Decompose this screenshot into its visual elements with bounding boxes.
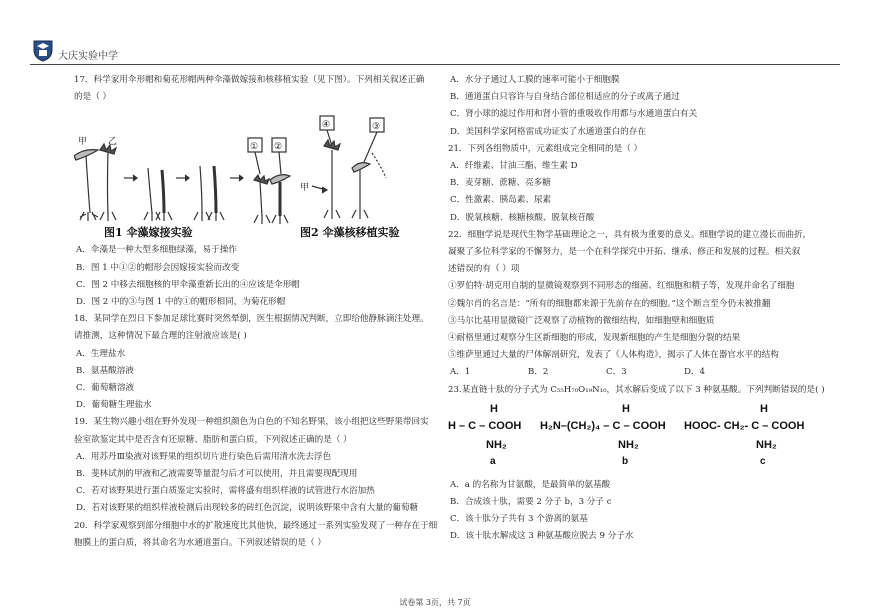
q22-statement: ⑤维萨里通过大量的尸体解剖研究，发表了《人体构造》，揭示了人体在器官水平的结构 [448, 350, 779, 361]
struct-a-nh2: NH₂ [486, 438, 507, 451]
label-jia-1: 甲 [78, 137, 88, 148]
label-n4: ④ [322, 120, 331, 131]
q23-option-b: B．合成该十肽，需要 2 分子 b，3 分子 c [450, 497, 612, 508]
struct-c-nh2: NH₂ [756, 438, 777, 451]
caption-fig1: 图1 伞藻嫁接实验 [104, 226, 193, 239]
struct-b-h: H [622, 402, 630, 415]
q22-option-d: D．4 [684, 367, 705, 378]
q21-option-b: B．麦芽糖、蔗糖、亮多糖 [450, 178, 551, 189]
q18-option-c: C．葡萄糖溶液 [76, 383, 135, 394]
struct-a-h: H [490, 402, 498, 415]
label-yi-1: 乙 [108, 137, 118, 148]
struct-b-formula: H₂N–(CH₂)₄ – C – COOH [540, 419, 666, 432]
label-jia-2: 甲 [300, 183, 310, 194]
right-column [448, 72, 823, 546]
q19-option-c: C．若对该野果进行蛋白质鉴定实验时，需将盛有组织样液的试管进行水浴加热 [76, 486, 375, 497]
q22-stem-line: 凝聚了多位科学家的不懈努力，是一个在科学探究中开拓、继承、修正和发展的过程。相关叙 [448, 247, 801, 258]
school-logo-icon [32, 38, 54, 62]
q22-statement: ②魏尔肖的名言是：“所有的细胞都来源于先前存在的细胞。”这个断言至今仍未被推翻 [448, 298, 771, 309]
q21-option-d: D．脱氧核糖、核糖核酸、脱氧核苷酸 [450, 212, 595, 223]
q20-option-d: D．美国科学家阿格雷成功证实了水通道蛋白的存在 [450, 126, 646, 137]
q23-option-c: C．该十肽分子共有 3 个游离的氨基 [450, 514, 588, 525]
q22-statement: ①罗伯特·胡克用自制的显微镜观察到不同形态的细菌、红细胞和精子等，发现并命名了细胞 [448, 281, 795, 292]
q22-stem-line: 22．细胞学说是现代生物学基础理论之一，具有极为重要的意义。细胞学说的建立漫长而曲折， [448, 229, 812, 240]
q17-option-d: D．图 2 中的③与图 1 中的①的帽形相同，为菊花形帽 [76, 297, 286, 308]
umbrella-algae-figure [74, 108, 444, 238]
q17-stem-line: 的是（ ） [74, 92, 112, 103]
figure-drawing [74, 108, 444, 238]
q22-option-b: B．2 [528, 367, 549, 378]
q18-option-b: B．氨基酸溶液 [76, 365, 134, 376]
q18-stem-line: 请推测，这种情况下最合理的注射液应该是( ) [74, 331, 247, 342]
page-footer: 试卷第 3页，共 7页 [399, 598, 471, 607]
q17-option-a: A．伞藻是一种大型多细胞绿藻，易于操作 [76, 245, 237, 256]
label-n2: ② [274, 142, 283, 153]
q23-option-a: A．a 的名称为甘氨酸，是最简单的氨基酸 [450, 479, 611, 490]
q23-option-d: D．该十肽水解成这 3 种氨基酸应脱去 9 分子水 [450, 531, 634, 542]
q23-stem: 23.某直链十肽的分子式为 C₅₅H₇₀O₁₉N₁₀，其水解后变成了以下 3 种氨基酸。下列判断错误的是( ) [448, 384, 825, 395]
q17-option-c: C．图 2 中移去细胞核的甲伞藻重新长出的④应该是伞形帽 [76, 279, 300, 290]
label-n3: ③ [372, 122, 381, 133]
q21-option-c: C．性激素、胰岛素、尿素 [450, 195, 552, 206]
struct-a-formula: H – C – COOH [448, 419, 522, 432]
q21-option-a: A．纤维素、甘油三酯、维生素 D [450, 161, 578, 172]
amino-acid-structures [448, 401, 823, 475]
school-name: 大庆实验中学 [58, 51, 118, 62]
struct-c-formula: HOOC- CH₂- C – COOH [684, 419, 805, 432]
q19-stem-line: 19．某生物兴趣小组在野外发现一种组织颜色为白色的不知名野果，该小组把这些野果带回实 [74, 417, 429, 428]
q17-option-b: B．图 1 中①②的帽形会因嫁接实验而改变 [76, 262, 240, 273]
q19-option-a: A．用苏丹Ⅲ染液对该野果的组织切片进行染色后需用清水洗去浮色 [76, 451, 332, 462]
q22-option-a: A．1 [450, 367, 471, 378]
q17-stem-line: 17．科学家用伞形帽和菊花形帽两种伞藻做嫁接和核移植实验（见下图）。下列相关叙述正确 [74, 75, 425, 85]
q22-stem-line: 述错误的有（ ）项 [448, 264, 520, 275]
q19-option-b: B．斐林试剂的甲液和乙液需要等量混匀后才可以使用，并且需要现配现用 [76, 469, 358, 480]
struct-b-nh2: NH₂ [618, 438, 639, 451]
label-n1: ① [250, 142, 259, 153]
q18-stem-line: 18．某同学在烈日下参加足球比赛时突然晕倒，医生根据情况判断，立即给他静脉滴注处理。 [74, 314, 429, 325]
caption-fig2: 图2 伞藻核移植实验 [300, 226, 400, 239]
q22-options [448, 364, 823, 381]
struct-a-label: a [490, 455, 496, 467]
q22-statement: ④耐格里通过观察分生区新细胞的形成，发现新细胞的产生是细胞分裂的结果 [448, 333, 741, 344]
q21-stem: 21．下列各组物质中，元素组成完全相同的是（ ） [448, 143, 643, 154]
q19-stem-line: 验室欲鉴定其中是否含有还原糖、脂肪和蛋白质，下列叙述正确的是（ ） [74, 434, 352, 445]
left-column [74, 72, 444, 552]
q20-option-a: A．水分子通过人工膜的速率可能小于细胞膜 [450, 75, 620, 85]
q22-option-c: C．3 [606, 367, 627, 378]
page-header [30, 38, 840, 65]
struct-c-h: H [760, 402, 768, 415]
q20-stem-line: 胞膜上的蛋白质，将其命名为水通道蛋白。下列叙述错误的是（ ） [74, 537, 326, 548]
struct-b-label: b [622, 455, 629, 467]
q20-option-c: C．肾小球的滤过作用和肾小管的重吸收作用都与水通道蛋白有关 [450, 109, 698, 120]
struct-c-label: c [760, 455, 766, 467]
q20-option-b: B．通道蛋白只容许与自身结合部位相适应的分子或离子通过 [450, 92, 680, 103]
q19-option-d: D．若对该野果的组织样液检测后出现较多的砖红色沉淀，说明该野果中含有大量的葡萄糖 [76, 503, 419, 514]
q20-stem-line: 20．科学家观察到部分细胞中水的扩散速度比其他快，最终通过一系列实验发现了一种存在于细 [74, 520, 438, 531]
q22-statement: ③马尔比基用显微镜广泛观察了动植物的微细结构，如细胞壁和细胞质 [448, 315, 715, 326]
q18-option-a: A．生理盐水 [76, 348, 126, 359]
q18-option-d: D．葡萄糖生理盐水 [76, 400, 152, 411]
